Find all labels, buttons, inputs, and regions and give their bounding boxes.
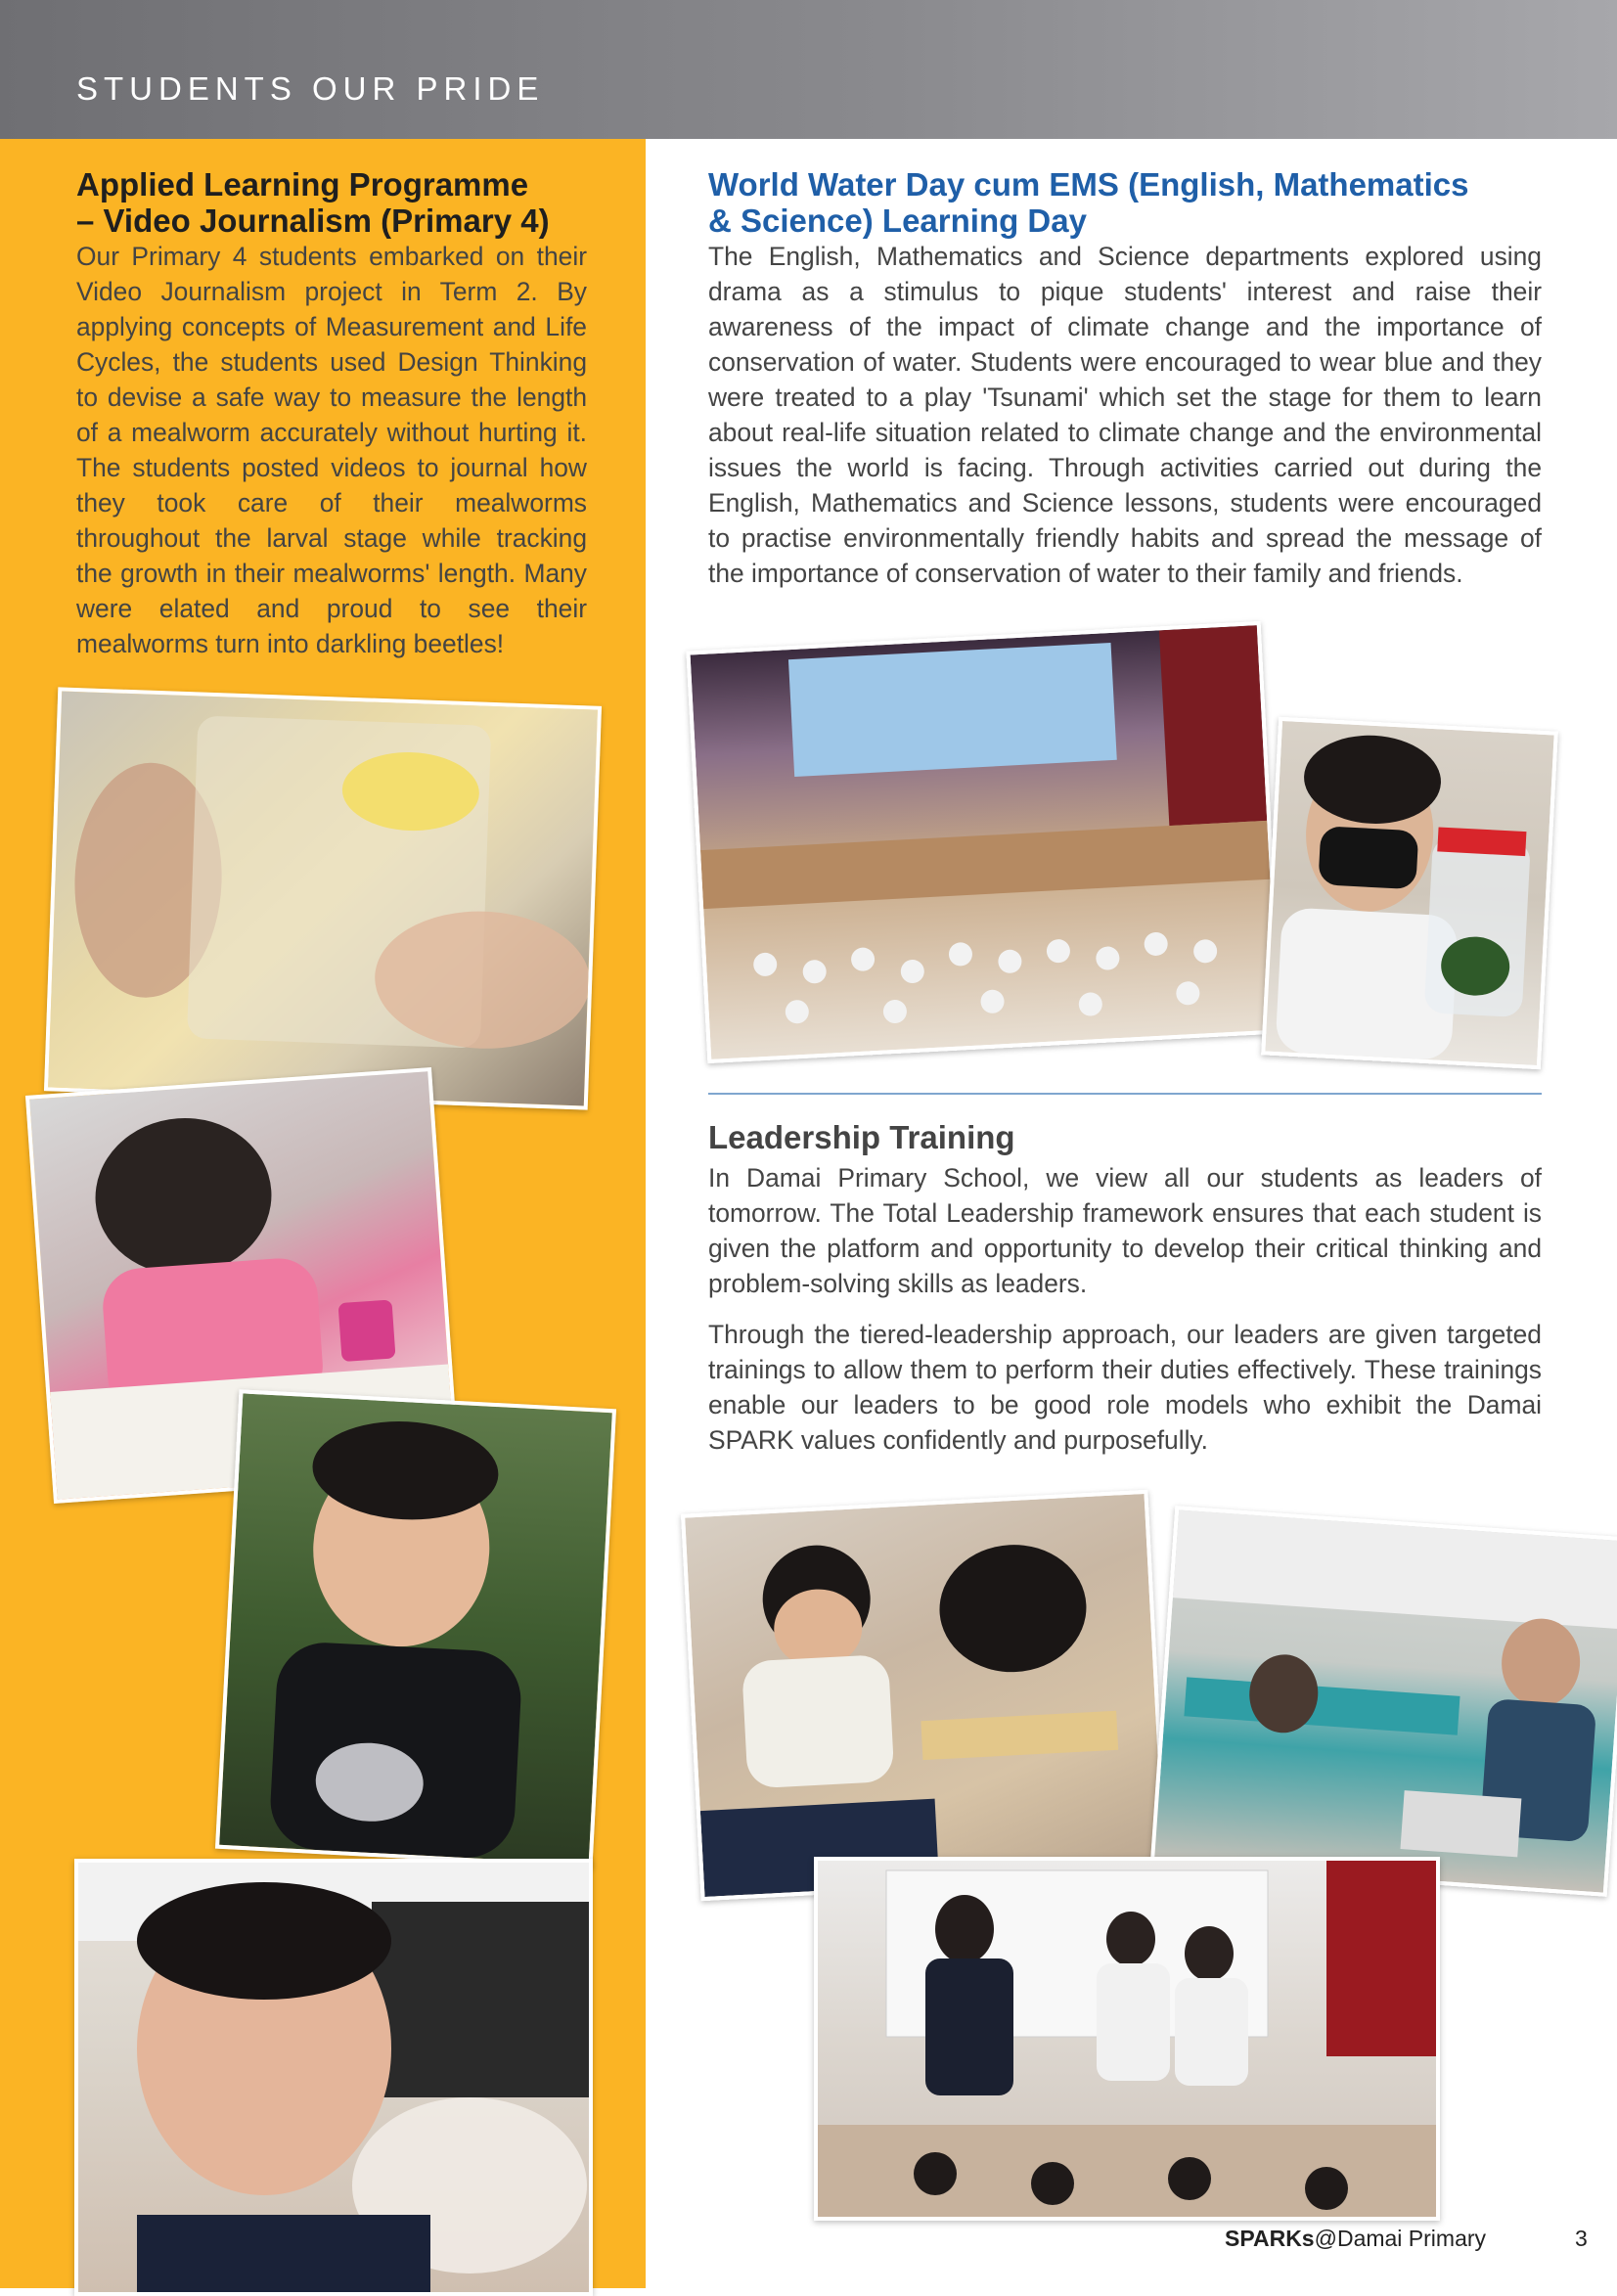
photo-building-activity <box>681 1490 1168 1901</box>
photo-boy-container <box>74 1859 593 2296</box>
leadership-body-2: Through the tiered-leadership approach, our leaders are given targeted trainings to allow them to perform their duties effectively. These trainings enable our leaders to be good role models who exhibit the Damai SPARK values confidently and purposefully. <box>708 1320 1542 1455</box>
photo-boy-illustration <box>219 1393 612 1864</box>
water-day-heading-line2: & Science) Learning Day <box>708 203 1087 239</box>
alp-body: Our Primary 4 students embarked on their Video Journalism project in Term 2. By applying concepts of Measurement and Life Cycles, the students used Design Thinking to devise a safe way to measure the length of a mealworm accurately without hurting it. The students posted videos to journal how they took care of their mealworms throughout the larval stage while tracking the growth in their mealworms' length. Many were elated and proud to see their mealworms turn into darkling beetles! <box>76 242 587 658</box>
photo-mealworm-illustration <box>48 692 598 1106</box>
photo-boy2-illustration <box>78 1863 589 2292</box>
alp-heading <box>76 166 605 239</box>
leadership-heading: Leadership Training <box>708 1119 1015 1155</box>
photo-mealworm-closeup <box>44 687 602 1109</box>
page-header <box>0 0 1617 139</box>
photo-girl-terrarium <box>1261 717 1558 1069</box>
photo-terrarium-illustration <box>1265 721 1553 1065</box>
photo-boy-glasses <box>215 1389 616 1868</box>
photo-hall-performance <box>686 621 1281 1063</box>
photo-building-illustration <box>685 1494 1164 1897</box>
photo-classroom-training <box>1150 1506 1617 1897</box>
footer-brand <box>1225 2226 1486 2252</box>
photo-classroom-illustration <box>1154 1509 1617 1892</box>
photo-hall-illustration <box>691 625 1279 1059</box>
section-title: STUDENTS OUR PRIDE <box>76 70 545 107</box>
water-day-heading <box>708 166 1550 239</box>
photo-presentation-illustration <box>818 1861 1436 2217</box>
water-day-heading-line1: World Water Day cum EMS (English, Mathematics <box>708 166 1469 203</box>
leadership-body-1: In Damai Primary School, we view all our students as leaders of tomorrow. The Total Leadership framework ensures that each student is given the platform and opportunity to develop their critical thinking and problem-solving skills as leaders. <box>708 1163 1542 1298</box>
section-divider <box>708 1093 1542 1095</box>
alp-heading-line1: Applied Learning Programme <box>76 166 529 203</box>
footer-brand-bold: SPARKs <box>1225 2226 1315 2251</box>
photo-presentation <box>814 1857 1440 2221</box>
page-number: 3 <box>1575 2226 1588 2251</box>
footer-brand-rest: @Damai Primary <box>1314 2226 1487 2251</box>
water-day-body: The English, Mathematics and Science departments explored using drama as a stimulus to pique students' interest and raise their awareness of the impact of climate change and the importance of conservation of water. Students were encouraged to wear blue and they were treated to a play 'Tsunami' which set the stage for them to learn about real-life situation related to climate change and the environmental issues the world is facing. Through activities carried out during the English, Mathematics and Science lessons, students were encouraged to practise environmentally friendly habits and spread the message of the importance of conservation of water to their family and friends. <box>708 242 1542 588</box>
alp-heading-line2: – Video Journalism (Primary 4) <box>76 203 550 239</box>
